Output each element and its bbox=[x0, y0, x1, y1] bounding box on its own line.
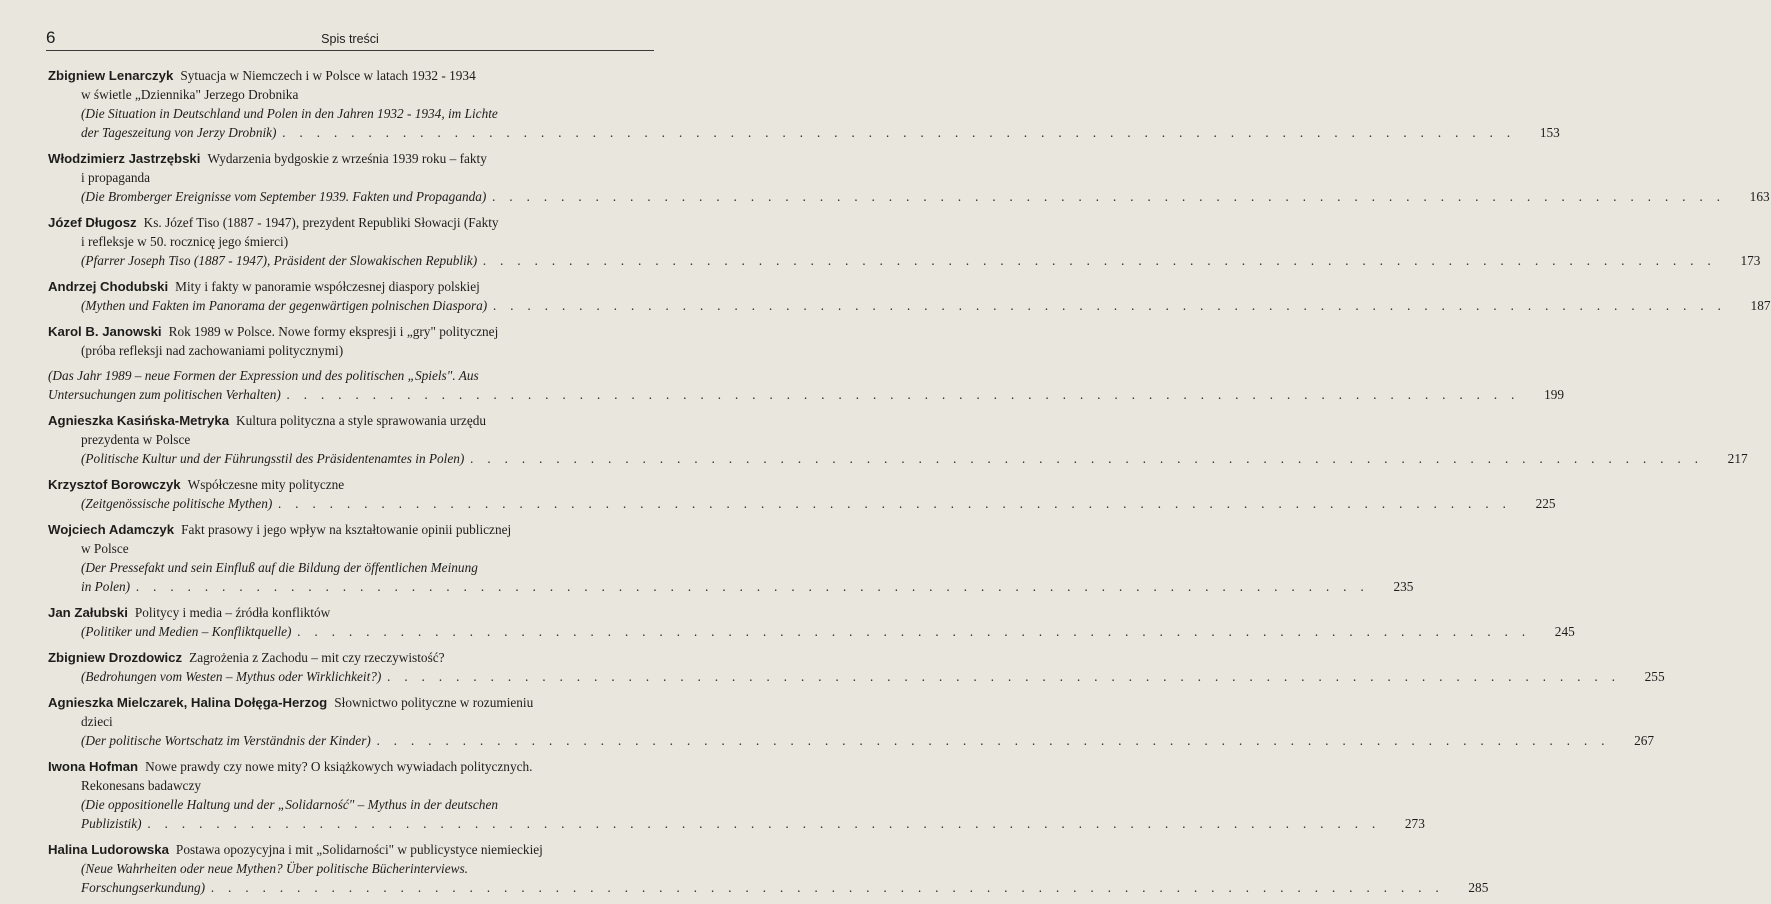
dot-leader: . . . . . . . . . . . . . . . . . . . . . . . . . . . . . . . . . . . . . . . . . . . . . . . . . . . . . . . . . . . . . . . . . . . . . . . . bbox=[470, 451, 1704, 466]
toc-entry bbox=[48, 840, 1489, 897]
dot-leader: . . . . . . . . . . . . . . . . . . . . . . . . . . . . . . . . . . . . . . . . . . . . . . . . . . . . . . . . . . . . . . . . . . . . . . . . bbox=[282, 125, 1516, 140]
entry-page-number: 285 bbox=[1468, 880, 1489, 895]
entry-page-number: 199 bbox=[1544, 387, 1565, 402]
table-of-contents bbox=[48, 66, 1771, 904]
entry-title: Mity i fakty w panoramie współczesnej diaspory polskiej bbox=[175, 279, 480, 294]
entry-first-line bbox=[48, 840, 654, 859]
dot-leader: . . . . . . . . . . . . . . . . . . . . . . . . . . . . . . . . . . . . . . . . . . . . . . . . . . . . . . . . . . . . . . . . . . . . . . . . bbox=[376, 733, 1611, 748]
entry-last-line bbox=[48, 814, 1425, 833]
entry-author: Jan Załubski bbox=[48, 605, 128, 620]
entry-author: Halina Ludorowska bbox=[48, 842, 169, 857]
entry-title: Kultura polityczna a style sprawowania urzędu bbox=[236, 413, 487, 428]
entry-title: Postawa opozycyjna i mit „Solidarności" w publicystyce niemieckiej bbox=[175, 842, 543, 857]
entry-first-line bbox=[48, 149, 654, 168]
entry-german-title: der Tageszeitung von Jerzy Drobnik) bbox=[81, 125, 277, 140]
entry-german-title: (Der politische Wortschatz im Verständnis der Kinder) bbox=[81, 733, 371, 748]
entry-german-title: (Das Jahr 1989 – neue Formen der Expression und des politischen „Spiels". Aus bbox=[48, 368, 479, 383]
entry-page-number: 153 bbox=[1539, 125, 1560, 140]
entry-title: Słownictwo polityczne w rozumieniu bbox=[334, 695, 534, 710]
dot-leader: . . . . . . . . . . . . . . . . . . . . . . . . . . . . . . . . . . . . . . . . . . . . . . . . . . . . . . . . . . . . . . . . . . . . . . . . bbox=[286, 387, 1521, 402]
entry-last-line bbox=[48, 385, 1565, 404]
entry-title-continued: dzieci bbox=[81, 714, 113, 729]
toc-entry bbox=[48, 693, 1655, 750]
entry-german-title: Forschungserkundung) bbox=[81, 880, 206, 895]
entry-title: Fakt prasowy i jego wpływ na kształtowanie opinii publicznej bbox=[181, 522, 512, 537]
entry-first-line bbox=[48, 648, 654, 667]
entry-page-number: 267 bbox=[1634, 733, 1655, 748]
entry-title-continued: Rekonesans badawczy bbox=[81, 778, 201, 793]
entry-page-number: 245 bbox=[1554, 624, 1575, 639]
toc-entry bbox=[48, 322, 1565, 404]
entry-title-continued: prezydenta w Polsce bbox=[81, 432, 191, 447]
entry-title: Politycy i media – źródła konfliktów bbox=[134, 605, 331, 620]
entry-author: Zbigniew Lenarczyk bbox=[48, 68, 174, 83]
toc-entry bbox=[48, 603, 1575, 641]
entry-german-title: (Neue Wahrheiten oder neue Mythen? Über politische Bücherinterviews. bbox=[81, 861, 468, 876]
entry-title: Nowe prawdy czy nowe mity? O książkowych wywiadach politycznych. bbox=[145, 759, 533, 774]
entry-page-number: 163 bbox=[1749, 189, 1770, 204]
entry-german-title: (Bedrohungen vom Westen – Mythus oder Wirklichkeit?) bbox=[81, 669, 382, 684]
entry-german-title: Untersuchungen zum politischen Verhalten) bbox=[48, 387, 281, 402]
entry-page-number: 173 bbox=[1740, 253, 1761, 268]
entry-first-line bbox=[48, 520, 654, 539]
entry-author: Krzysztof Borowczyk bbox=[48, 477, 181, 492]
toc-entry bbox=[48, 149, 1770, 206]
toc-entry bbox=[48, 213, 1761, 270]
dot-leader: . . . . . . . . . . . . . . . . . . . . . . . . . . . . . . . . . . . . . . . . . . . . . . . . . . . . . . . . . . . . . . . . . . . . . . . . bbox=[492, 189, 1726, 204]
entry-author: Agnieszka Kasińska-Metryka bbox=[48, 413, 230, 428]
entry-title-continued: (próba refleksji nad zachowaniami politycznymi) bbox=[81, 343, 344, 358]
entry-german-title: (Die Bromberger Ereignisse vom September 1939. Fakten und Propaganda) bbox=[81, 189, 487, 204]
dot-leader: . . . . . . . . . . . . . . . . . . . . . . . . . . . . . . . . . . . . . . . . . . . . . . . . . . . . . . . . . . . . . . . . . . . . . . . . bbox=[136, 579, 1370, 594]
entry-author: Włodzimierz Jastrzębski bbox=[48, 151, 201, 166]
entry-author: Agnieszka Mielczarek, Halina Dołęga-Herzog bbox=[48, 695, 328, 710]
entry-first-line bbox=[48, 322, 654, 341]
dot-leader: . . . . . . . . . . . . . . . . . . . . . . . . . . . . . . . . . . . . . . . . . . . . . . . . . . . . . . . . . . . . . . . . . . . . . . . . bbox=[278, 496, 1512, 511]
entry-german-title: in Polen) bbox=[81, 579, 131, 594]
running-title: Spis treści bbox=[321, 32, 379, 46]
dot-leader: . . . . . . . . . . . . . . . . . . . . . . . . . . . . . . . . . . . . . . . . . . . . . . . . . . . . . . . . . . . . . . . . . . . . . . . . bbox=[387, 669, 1621, 684]
page-header bbox=[46, 26, 654, 51]
entry-author: Karol B. Janowski bbox=[48, 324, 162, 339]
entry-page-number: 225 bbox=[1535, 496, 1556, 511]
toc-entry bbox=[48, 520, 1414, 596]
entry-author: Andrzej Chodubski bbox=[48, 279, 169, 294]
dot-leader: . . . . . . . . . . . . . . . . . . . . . . . . . . . . . . . . . . . . . . . . . . . . . . . . . . . . . . . . . . . . . . . . . . . . . . . . bbox=[483, 253, 1717, 268]
entry-page-number: 273 bbox=[1404, 816, 1425, 831]
entry-title: Wydarzenia bydgoskie z września 1939 roku – fakty bbox=[207, 151, 487, 166]
entry-german-title: (Politische Kultur und der Führungsstil des Präsidentenamtes in Polen) bbox=[81, 451, 465, 466]
dot-leader: . . . . . . . . . . . . . . . . . . . . . . . . . . . . . . . . . . . . . . . . . . . . . . . . . . . . . . . . . . . . . . . . . . . . . . . . bbox=[147, 816, 1381, 831]
entry-german-title: Publizistik) bbox=[81, 816, 142, 831]
entry-title: Współczesne mity polityczne bbox=[187, 477, 345, 492]
entry-author: Iwona Hofman bbox=[48, 759, 139, 774]
entry-german-title: (Die oppositionelle Haltung und der „Solidarność" – Mythus in der deutschen bbox=[81, 797, 499, 812]
entry-first-line bbox=[48, 411, 654, 430]
entry-title-continued: w Polsce bbox=[81, 541, 129, 556]
entry-author: Wojciech Adamczyk bbox=[48, 522, 175, 537]
entry-last-line bbox=[48, 577, 1414, 596]
entry-title-continued: i refleksje w 50. rocznicę jego śmierci) bbox=[81, 234, 289, 249]
entry-title: Ks. Józef Tiso (1887 - 1947), prezydent Republiki Słowacji (Fakty bbox=[143, 215, 499, 230]
toc-entry bbox=[48, 648, 1665, 686]
toc-entry bbox=[48, 66, 1560, 142]
entry-page-number: 255 bbox=[1644, 669, 1665, 684]
entry-title-continued: w świetle „Dziennika" Jerzego Drobnika bbox=[81, 87, 299, 102]
entry-german-title: (Mythen und Fakten im Panorama der gegenwärtigen polnischen Diaspora) bbox=[81, 298, 488, 313]
entry-last-line bbox=[48, 731, 1655, 750]
entry-first-line bbox=[48, 475, 654, 494]
entry-last-line bbox=[48, 667, 1665, 686]
entry-page-number: 187 bbox=[1750, 298, 1771, 313]
entry-first-line bbox=[48, 693, 654, 712]
entry-last-line bbox=[48, 622, 1575, 641]
entry-last-line bbox=[48, 251, 1761, 270]
entry-german-title: (Die Situation in Deutschland und Polen in den Jahren 1932 - 1934, im Lichte bbox=[81, 106, 498, 121]
entry-first-line bbox=[48, 277, 654, 296]
toc-entry bbox=[48, 757, 1425, 833]
entry-page-number: 235 bbox=[1393, 579, 1414, 594]
toc-entry bbox=[48, 411, 1748, 468]
entry-title: Sytuacja w Niemczech i w Polsce w latach 1932 - 1934 bbox=[180, 68, 476, 83]
toc-entry bbox=[48, 475, 1556, 513]
entry-last-line bbox=[48, 878, 1489, 897]
entry-last-line bbox=[48, 123, 1560, 142]
entry-german-title: (Der Pressefakt und sein Einfluß auf die Bildung der öffentlichen Meinung bbox=[81, 560, 478, 575]
entry-first-line bbox=[48, 757, 654, 776]
entry-title: Zagrożenia z Zachodu – mit czy rzeczywistość? bbox=[189, 650, 445, 665]
dot-leader: . . . . . . . . . . . . . . . . . . . . . . . . . . . . . . . . . . . . . . . . . . . . . . . . . . . . . . . . . . . . . . . . . . . . . . . . bbox=[297, 624, 1531, 639]
entry-german-title: (Politiker und Medien – Konfliktquelle) bbox=[81, 624, 292, 639]
dot-leader: . . . . . . . . . . . . . . . . . . . . . . . . . . . . . . . . . . . . . . . . . . . . . . . . . . . . . . . . . . . . . . . . . . . . . . . . bbox=[211, 880, 1445, 895]
page-number: 6 bbox=[46, 28, 56, 47]
entry-german-title: (Pfarrer Joseph Tiso (1887 - 1947), Präsident der Slowakischen Republik) bbox=[81, 253, 478, 268]
entry-title: Rok 1989 w Polsce. Nowe formy ekspresji i „gry" politycznej bbox=[168, 324, 499, 339]
dot-leader: . . . . . . . . . . . . . . . . . . . . . . . . . . . . . . . . . . . . . . . . . . . . . . . . . . . . . . . . . . . . . . . . . . . . . . . . bbox=[493, 298, 1727, 313]
entry-last-line bbox=[48, 187, 1770, 206]
toc-entry bbox=[48, 277, 1771, 315]
entry-first-line bbox=[48, 213, 654, 232]
entry-last-line bbox=[48, 494, 1556, 513]
entry-title-continued: i propaganda bbox=[81, 170, 151, 185]
entry-german-title: (Zeitgenössische politische Mythen) bbox=[81, 496, 273, 511]
entry-page-number: 217 bbox=[1727, 451, 1748, 466]
entry-last-line bbox=[48, 296, 1771, 315]
entry-author: Józef Długosz bbox=[48, 215, 137, 230]
entry-last-line bbox=[48, 449, 1748, 468]
entry-first-line bbox=[48, 603, 654, 622]
entry-first-line bbox=[48, 66, 654, 85]
entry-author: Zbigniew Drozdowicz bbox=[48, 650, 183, 665]
